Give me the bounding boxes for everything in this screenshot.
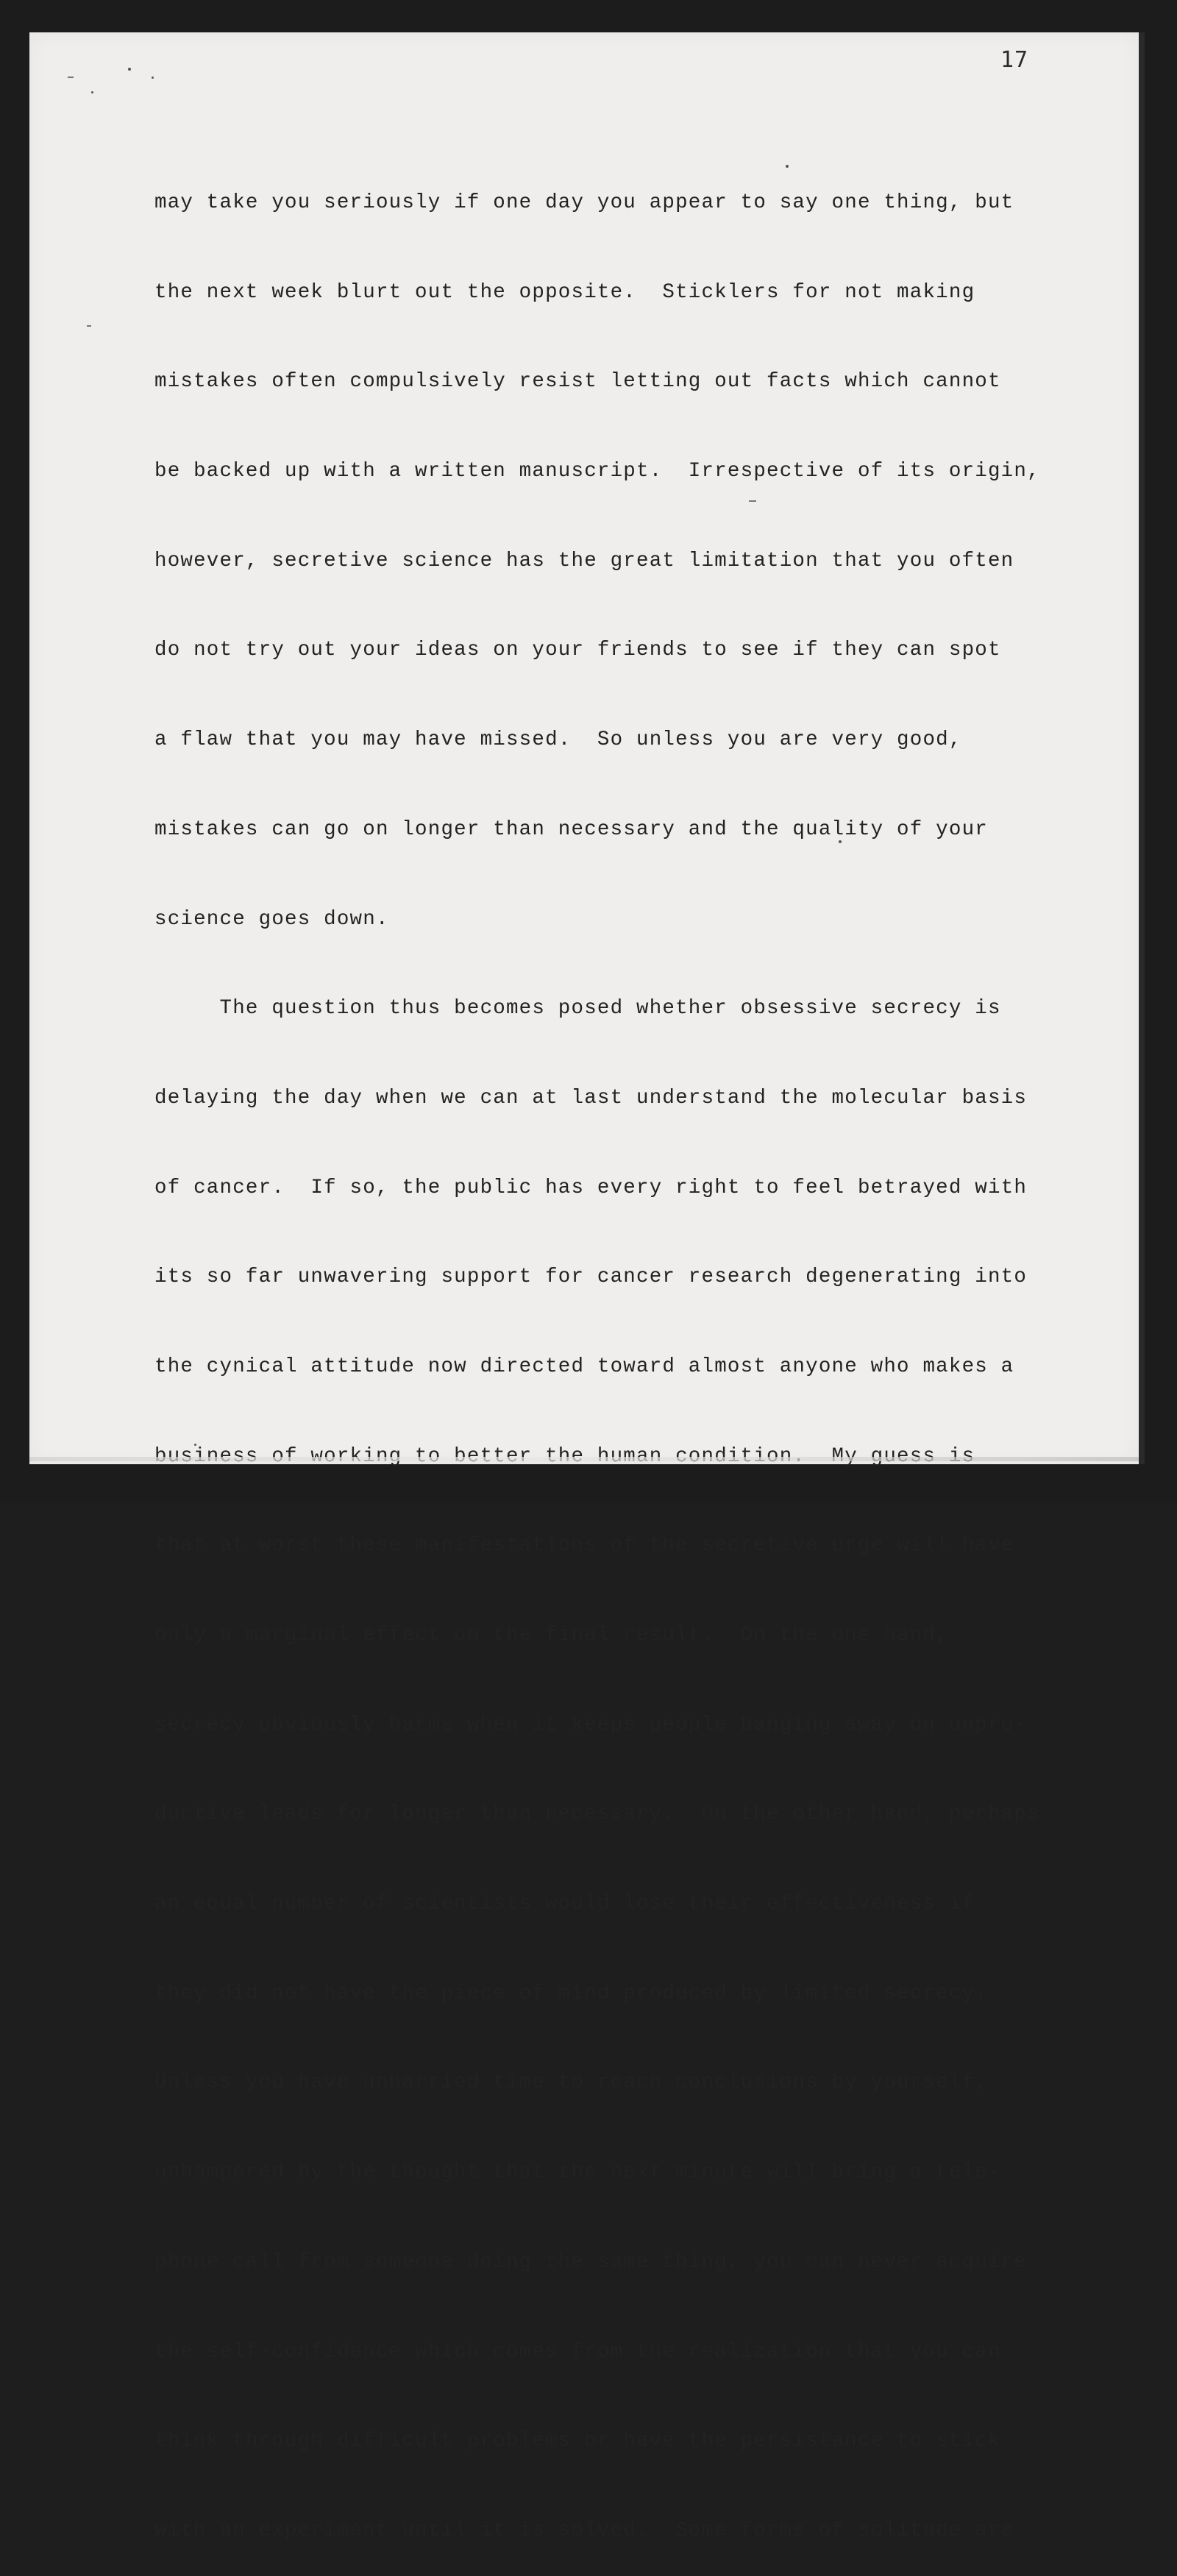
text-line: a flaw that you may have missed. So unless you are very good, [154,728,962,752]
text-line: be backed up with a written manuscript. Irrespective of its origin, [154,460,1040,483]
text-line: of cancer. If so, the public has every right to feel betrayed with [154,1176,1028,1199]
stray-mark [128,68,131,71]
stray-mark [87,325,91,327]
text-line: unhampered by the thought that the next minute will bring a tele- [154,2161,1001,2185]
text-line: that at worst these manifestations of the secretive urge will have [154,1534,1014,1558]
text-line: may take you seriously if one day you appear to say one thing, but [154,191,1014,214]
body-text [154,135,1074,2576]
text-line: mistakes often compulsively resist letting out facts which cannot [154,370,1001,394]
text-line: with an experiment until it is solved. Some forms of solitude are [154,2519,1014,2542]
text-line: an equal number of scientists would lose their effectiveness if [154,1892,975,1916]
page-bottom-edge [29,1457,1139,1461]
text-line: The question thus becomes posed whether obsessive secrecy is [154,997,1001,1021]
text-line: however, secretive science has the great limitation that you often [154,549,1014,572]
text-line: the next week blurt out the opposite. Sticklers for not making [154,280,975,304]
text-line: phone call from someone doing the same thing, you can never acquire [154,2250,1028,2274]
text-line: the self-confidence which comes from the realization that you can [154,2340,1001,2363]
stray-mark [68,77,74,78]
page-edge-shadow [1139,32,1145,1464]
text-line: secrecy obviously harms when it keeps people banging away on unpro- [154,1713,1028,1736]
text-line: Unless you have unharried time to reach conclusions by yourself, [154,2071,988,2095]
text-line: only a marginal effect on the final result. On the one hand, [154,1624,949,1647]
text-line: ductive leads for longer than necessary. On the other hand, perhaps [154,1803,1040,1826]
text-line: delaying the day when we can at last understand the molecular basis [154,1086,1028,1110]
text-line: do not try out your ideas on your friends to see if they can spot [154,639,1001,662]
text-line: they did not have the piece of mind produced by limited secrecy. [154,1981,988,2005]
stray-mark [91,91,93,93]
text-line: the cynical attitude now directed toward almost anyone who makes a [154,1355,1014,1378]
stray-mark [152,77,154,79]
text-line: science goes down. [154,907,389,931]
page-number: 17 [1000,47,1029,73]
text-line: its so far unwavering support for cancer research degenerating into [154,1266,1028,1289]
text-line: mistakes can go on longer than necessary and the quality of your [154,817,988,841]
text-line: think through difficult problems or have the persistance to stick [154,2430,1001,2453]
